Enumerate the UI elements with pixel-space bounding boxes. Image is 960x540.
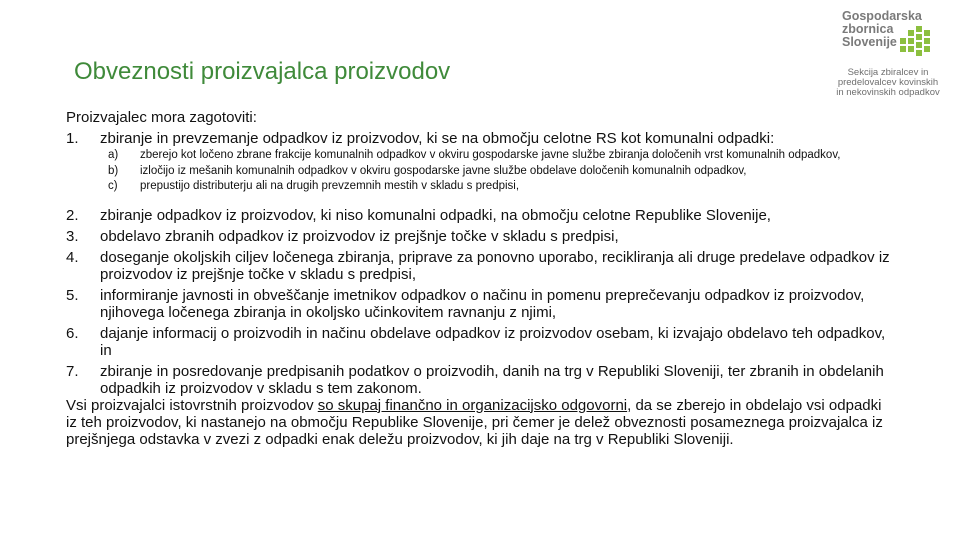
list-item: [66, 325, 896, 359]
sublist-letter: a): [108, 149, 119, 161]
logo-sub-line: predelovalcev kovinskih: [837, 77, 939, 88]
list-number: 5.: [66, 286, 79, 304]
list-text: zbiranje in prevzemanje odpadkov iz proizvodov, ki se na območju celotne RS kot komunalni odpadki:: [100, 130, 775, 147]
closing-text-end: , da se zberejo in obdelajo vsi odpadki iz teh proizvodov, ki nastanejo na območju Republike Slovenije, pri čemer je delež obveznosti posameznega proizvajalca iz prejšnjega odstavka v zvezi z odpadki enak deležu proizvodov, ki jih daje na trg v Republiki Sloveniji.: [66, 396, 883, 448]
sublist-letter: b): [108, 164, 119, 177]
logo-section-name: [832, 68, 944, 98]
closing-text-start: Vsi proizvajalci istovrstnih proizvodov: [66, 396, 318, 414]
list-text: zbiranje odpadkov iz proizvodov, ki niso komunalni odpadki, na območju celotne Republike Slovenije,: [100, 206, 771, 224]
logo-grid-icon: [900, 26, 934, 60]
list-number: 6.: [66, 324, 79, 342]
list-number: 1.: [66, 130, 79, 147]
list-number: 2.: [66, 206, 79, 224]
list-item: [66, 228, 896, 245]
sublist-text: zberejo kot ločeno zbrane frakcije komunalnih odpadkov v okviru gospodarske javne službe zbiranja določenih vrst komunalnih odpadkov,: [140, 149, 841, 161]
logo-sub-line: in nekovinskih odpadkov: [836, 87, 940, 98]
sublist-text: prepustijo distributerju ali na drugih prevzemnih mestih v skladu s predpisi,: [140, 180, 520, 192]
sublist-item: [100, 149, 896, 162]
list-number: 7.: [66, 362, 79, 380]
logo-org-line: Gospodarska: [842, 9, 922, 23]
closing-emphasis: so skupaj finančno in organizacijsko odgovorni: [317, 396, 628, 414]
body-content: [66, 109, 896, 448]
list-item: [66, 130, 896, 147]
sublist-item: [100, 165, 896, 178]
list-item: [66, 207, 896, 224]
list-item: [66, 363, 896, 397]
list-text: informiranje javnosti in obveščanje imetnikov odpadkov o načinu in pomenu preprečevanju odpadkov iz proizvodov, njihovega ločenega zbiranja in okoljsko učinkovitem ravnanju z njimi,: [100, 286, 865, 321]
sublist-letter: c): [108, 180, 118, 192]
closing-paragraph: [66, 397, 896, 448]
sublist-item: [100, 180, 896, 193]
page-title: Obveznosti proizvajalca proizvodov: [74, 58, 451, 85]
list-text: doseganje okoljskih ciljev ločenega zbiranja, priprave za ponovno uporabo, recikliranja ali druge predelave odpadkov iz proizvodov iz prejšnje točke v skladu s predpisi,: [100, 248, 890, 283]
list-text: dajanje informacij o proizvodih in načinu obdelave odpadkov iz proizvodov osebam, ki izvajajo obdelavo teh odpadkov, in: [100, 324, 886, 359]
sublist-text: izločijo iz mešanih komunalnih odpadkov v okviru gospodarske javne službe obdelave določenih komunalnih odpadkov,: [140, 164, 747, 177]
logo-org-line: zbornica: [842, 22, 894, 36]
list-text: obdelavo zbranih odpadkov iz proizvodov iz prejšnje točke v skladu s predpisi,: [100, 227, 619, 245]
logo-org-line: Slovenije: [842, 35, 897, 49]
sublist: [100, 149, 896, 193]
list-number: 3.: [66, 227, 79, 245]
list-item: [66, 249, 896, 283]
list-number: 4.: [66, 248, 79, 266]
logo-sub-line: Sekcija zbiralcev in: [847, 67, 929, 78]
list-item: [66, 287, 896, 321]
logo-org-name: [842, 9, 922, 49]
list-text: zbiranje in posredovanje predpisanih podatkov o proizvodih, danih na trg v Republiki Sloveniji, ter zbranih in obdelanih odpadkih iz proizvodov v skladu s tem zakonom.: [100, 362, 884, 397]
intro-text: Proizvajalec mora zagotoviti:: [66, 109, 257, 126]
